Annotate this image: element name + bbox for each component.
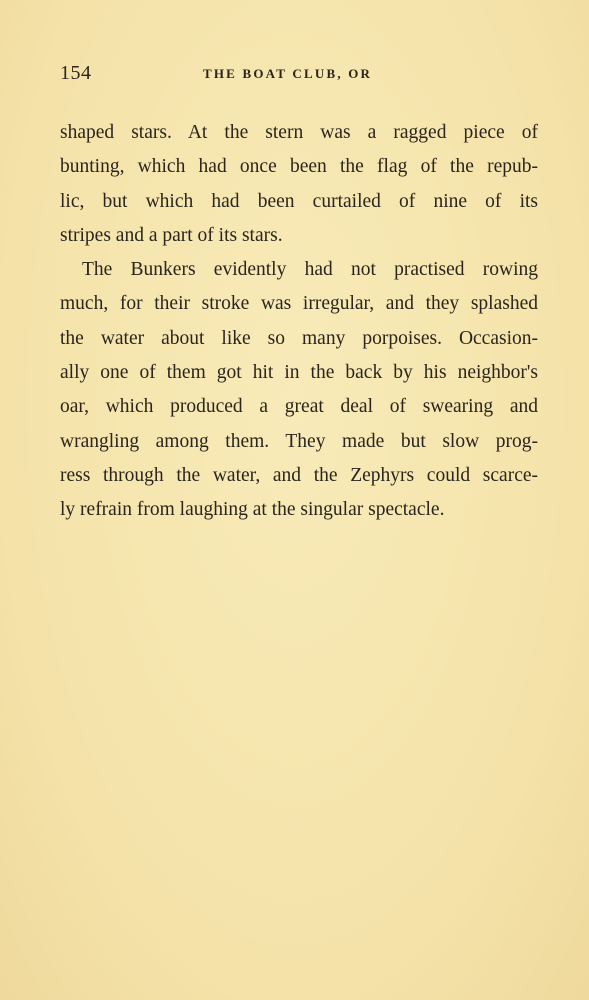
text-line: bunting, which had once been the flag of the repub- — [60, 156, 538, 178]
page-number: 154 — [60, 62, 92, 84]
text-line: oar, which produced a great deal of swearing and — [60, 396, 538, 418]
text-line: wrangling among them. They made but slow prog- — [60, 430, 538, 452]
text-line: stripes and a part of its stars. — [60, 224, 283, 246]
running-title: THE BOAT CLUB, OR — [203, 66, 373, 81]
text-line: the water about like so many porpoises. Occasion- — [60, 327, 538, 349]
paragraph-1 — [60, 116, 538, 253]
body-text — [60, 116, 538, 528]
text-line: ress through the water, and the Zephyrs could scarce- — [60, 464, 538, 486]
paragraph-2 — [60, 253, 538, 527]
text-line: ly refrain from laughing at the singular spectacle. — [60, 499, 445, 521]
running-head — [60, 62, 540, 88]
text-line: much, for their stroke was irregular, and they splashed — [60, 293, 538, 315]
text-line: The Bunkers evidently had not practised rowing — [82, 259, 538, 281]
text-line: lic, but which had been curtailed of nine of its — [60, 190, 538, 212]
text-line: ally one of them got hit in the back by his neighbor's — [60, 362, 538, 384]
text-line: shaped stars. At the stern was a ragged piece of — [60, 122, 538, 143]
